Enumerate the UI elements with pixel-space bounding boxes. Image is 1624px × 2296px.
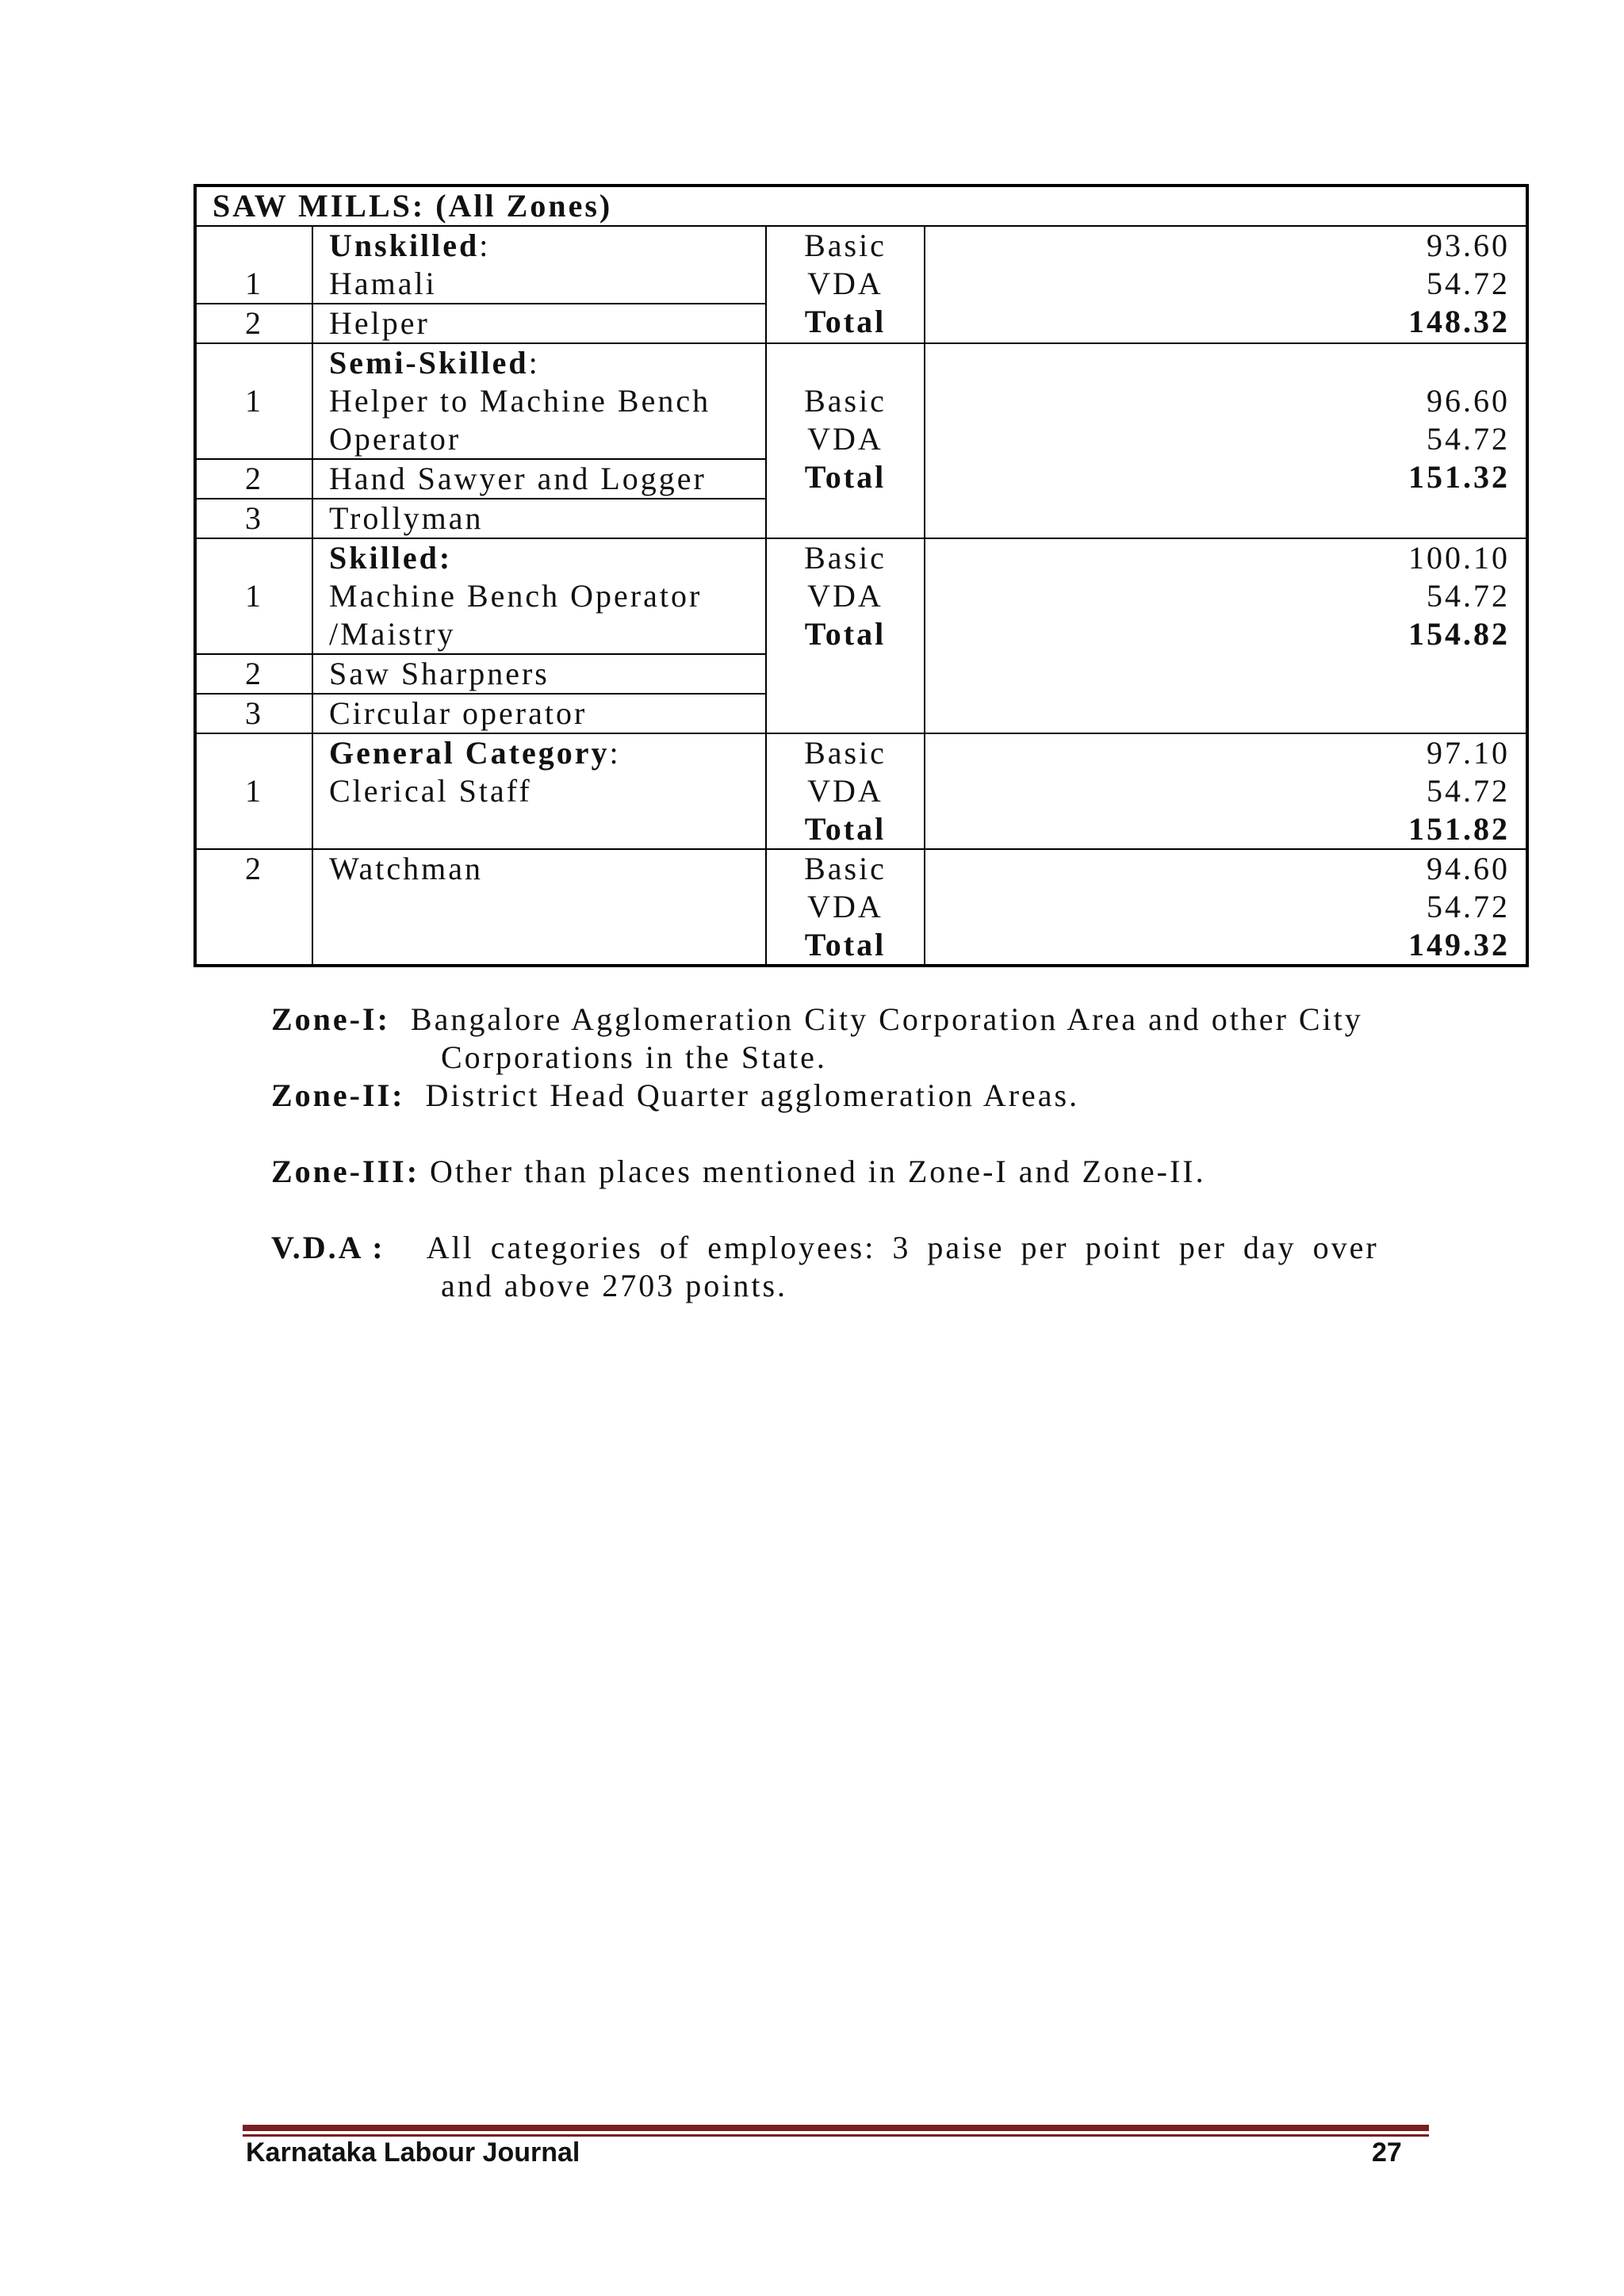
zone3-label: Zone-III: [271, 1154, 420, 1189]
basic-amount: 96.60 [1427, 383, 1511, 419]
designation-cell: Skilled: Machine Bench Operator /Maistry [312, 538, 766, 654]
vda-amount: 54.72 [1427, 421, 1511, 457]
serial-number: 1 [195, 538, 312, 654]
total-amount: 151.82 [1408, 811, 1511, 847]
zone2-text: District Head Quarter agglomeration Areas. [425, 1077, 1080, 1113]
serial-number: 2 [195, 459, 312, 499]
serial-number: 1 [195, 733, 312, 849]
basic-amount: 100.10 [1408, 540, 1511, 576]
vda-amount: 54.72 [1427, 266, 1511, 301]
serial-number: 2 [195, 849, 312, 966]
table-title: SAW MILLS: (All Zones) [195, 186, 1527, 226]
zone3-note [271, 1153, 1426, 1191]
wage-components: Basic VDA Total [766, 343, 925, 538]
vda-label: V.D.A : [271, 1230, 385, 1265]
table-title-row [195, 186, 1527, 226]
basic-amount: 93.60 [1427, 228, 1511, 263]
designation-cell: Semi-Skilled: Helper to Machine Bench Operator [312, 343, 766, 459]
zone-notes [271, 1001, 1426, 1305]
wage-amounts [925, 226, 1527, 343]
category-heading: Semi-Skilled [329, 345, 529, 381]
zone1-note [271, 1001, 1426, 1077]
vda-amount: 54.72 [1427, 773, 1511, 809]
designation: Clerical Staff [329, 773, 532, 809]
designation-cell: Unskilled: Hamali [312, 226, 766, 304]
table-row [195, 733, 1527, 849]
designation: Trollyman [312, 499, 766, 538]
total-amount: 151.32 [1408, 459, 1511, 495]
serial-number: 3 [195, 499, 312, 538]
designation: Helper to Machine Bench [329, 383, 711, 419]
serial-number: 2 [195, 654, 312, 694]
designation: Helper [312, 304, 766, 343]
designation: Hand Sawyer and Logger [312, 459, 766, 499]
footer-rule [243, 2125, 1429, 2131]
wage-table [193, 184, 1529, 967]
table-row [195, 343, 1527, 459]
total-amount: 154.82 [1408, 616, 1511, 652]
vda-amount: 54.72 [1427, 889, 1511, 924]
wage-components: Basic VDA Total [766, 226, 925, 343]
page-number: 27 [1372, 2137, 1402, 2168]
total-amount: 149.32 [1408, 927, 1511, 962]
wage-amounts [925, 733, 1527, 849]
serial-number: 3 [195, 694, 312, 733]
serial-number: 2 [195, 304, 312, 343]
zone1-text: Bangalore Agglomeration City Corporation Area and other City [410, 1001, 1363, 1037]
zone2-label: Zone-II: [271, 1077, 405, 1113]
vda-text-cont: and above 2703 points. [441, 1268, 788, 1303]
journal-title: Karnataka Labour Journal [246, 2137, 580, 2168]
zone1-text-cont: Corporations in the State. [441, 1039, 827, 1075]
table-row [195, 849, 1527, 966]
designation: Machine Bench Operator [329, 578, 703, 614]
wage-components: Basic VDA Total [766, 733, 925, 849]
wage-amounts [925, 343, 1527, 538]
vda-amount: 54.72 [1427, 578, 1511, 614]
wage-components: Basic VDA Total [766, 849, 925, 966]
zone3-text: Other than places mentioned in Zone-I and Zone-II. [430, 1154, 1206, 1189]
total-amount: 148.32 [1408, 304, 1511, 339]
category-heading: Skilled: [329, 540, 453, 576]
vda-text: All categories of employees: 3 paise per point per day over [426, 1230, 1379, 1265]
category-heading: Unskilled [329, 228, 480, 263]
designation: Watchman [312, 849, 766, 966]
table-row [195, 538, 1527, 654]
basic-amount: 97.10 [1427, 735, 1511, 771]
category-heading: General Category [329, 735, 610, 771]
designation: Circular operator [312, 694, 766, 733]
serial-number: 1 [195, 226, 312, 304]
wage-amounts [925, 849, 1527, 966]
table-row [195, 226, 1527, 304]
vda-note [271, 1229, 1426, 1305]
zone1-label: Zone-I: [271, 1001, 390, 1037]
designation-cell: General Category: Clerical Staff [312, 733, 766, 849]
wage-amounts [925, 538, 1527, 733]
footer-rule-thin [243, 2134, 1429, 2137]
basic-amount: 94.60 [1427, 851, 1511, 886]
serial-number: 1 [195, 343, 312, 459]
designation: Hamali [329, 266, 437, 301]
designation: Saw Sharpners [312, 654, 766, 694]
zone2-note [271, 1077, 1426, 1115]
wage-components: Basic VDA Total [766, 538, 925, 733]
